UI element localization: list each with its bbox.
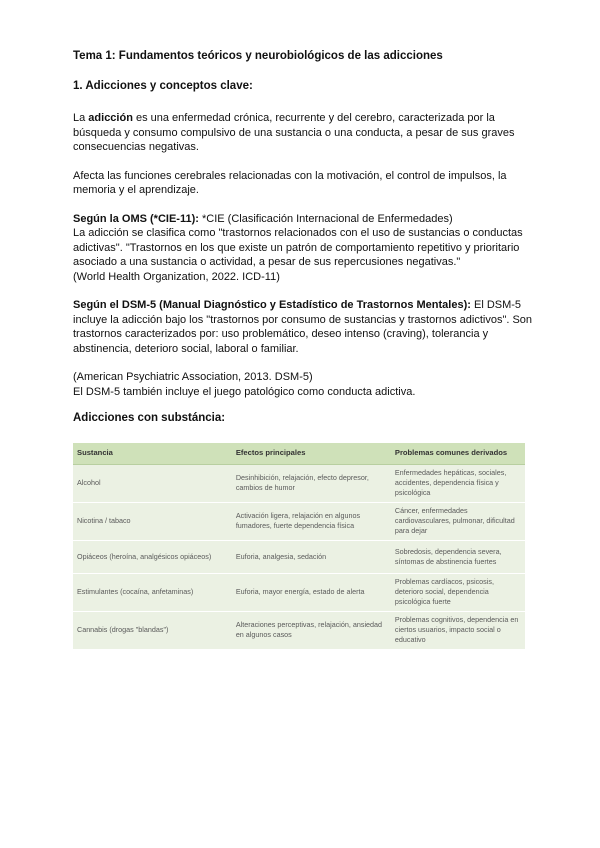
dsm-text: El DSM-5 incluye la adicción bajo los "trastornos por consumo de sustancias y trastornos adictivos". Son trastornos caracterizados por: uso problemático, deseo intenso (craving), tolerancia y abstinencia, deterioro social, laboral o familiar.	[73, 299, 533, 355]
section-heading-adicciones: 1. Adicciones y conceptos clave:	[73, 80, 253, 92]
definition-prefix: La	[73, 112, 89, 124]
column-header: Problemas comunes derivados	[391, 443, 525, 465]
table-cell: Activación ligera, relajación en algunos fumadores, fuerte dependencia física	[232, 503, 391, 541]
dsm-citation-block	[73, 370, 533, 399]
table-cell: Euforia, analgesia, sedación	[232, 541, 391, 574]
dsm-paragraph	[73, 298, 533, 356]
column-header: Efectos principales	[232, 443, 391, 465]
table-cell: Alcohol	[73, 465, 232, 503]
table-header-row	[73, 443, 525, 465]
table-row	[73, 503, 525, 541]
dsm-heading: Según el DSM-5 (Manual Diagnóstico y Estadístico de Trastornos Mentales):	[73, 299, 471, 311]
table-cell: Enfermedades hepáticas, sociales, accidentes, dependencia física y psicológica	[391, 465, 525, 503]
table-row	[73, 541, 525, 574]
table-cell: Opiáceos (heroína, analgésicos opiáceos)	[73, 541, 232, 574]
substances-table	[73, 443, 525, 650]
oms-cie-note: *CIE (Clasificación Internacional de Enfermedades)	[198, 212, 453, 225]
oms-classification-text: La adicción se clasifica como "trastornos relacionados con el uso de sustancias o conductas adictivas". "Trastornos en los que existe un patrón de comportamiento repetitivo y prioritario asociado a una sustancia o actividad, a pesar de sus repercusiones negativas."	[73, 227, 523, 268]
table-cell: Estimulantes (cocaína, anfetaminas)	[73, 574, 232, 612]
table-cell: Cannabis (drogas "blandas")	[73, 612, 232, 650]
oms-paragraph	[73, 212, 533, 285]
section-heading-substancias: Adicciones con substáncia:	[73, 412, 226, 424]
dsm-citation: (American Psychiatric Association, 2013. DSM-5)	[73, 371, 313, 383]
oms-heading: Según la OMS (*CIE-11):	[73, 212, 199, 225]
dsm-gambling-note: El DSM-5 también incluye el juego patológico como conducta adictiva.	[73, 385, 416, 398]
table-cell: Sobredosis, dependencia severa, síntomas de abstinencia fuertes	[391, 541, 525, 574]
table-cell: Cáncer, enfermedades cardiovasculares, pulmonar, dificultad para dejar	[391, 503, 525, 541]
definition-term: adicción	[88, 112, 133, 124]
document-title: Tema 1: Fundamentos teóricos y neurobiológicos de las adicciones	[73, 50, 443, 62]
definition-text: es una enfermedad crónica, recurrente y del cerebro, caracterizada por la búsqueda y consumo compulsivo de una sustancia o una conducta, a pesar de sus graves consecuencias negativas.	[73, 112, 515, 153]
brain-functions-paragraph: Afecta las funciones cerebrales relacionadas con la motivación, el control de impulsos, la memoria y el aprendizaje.	[73, 169, 507, 196]
table-row	[73, 574, 525, 612]
definition-paragraph	[73, 111, 533, 155]
column-header: Sustancia	[73, 443, 232, 465]
table-cell: Nicotina / tabaco	[73, 503, 232, 541]
table-cell: Desinhibición, relajación, efecto depresor, cambios de humor	[232, 465, 391, 503]
table-cell: Problemas cognitivos, dependencia en ciertos usuarios, impacto social o educativo	[391, 612, 525, 650]
table-row	[73, 612, 525, 650]
table-cell: Problemas cardíacos, psicosis, deterioro social, dependencia psicológica fuerte	[391, 574, 525, 612]
document-body	[73, 50, 533, 437]
table-cell: Euforia, mayor energía, estado de alerta	[232, 574, 391, 612]
oms-citation: (World Health Organization, 2022. ICD-11)	[73, 270, 280, 283]
table-cell: Alteraciones perceptivas, relajación, ansiedad en algunos casos	[232, 612, 391, 650]
table-row	[73, 465, 525, 503]
